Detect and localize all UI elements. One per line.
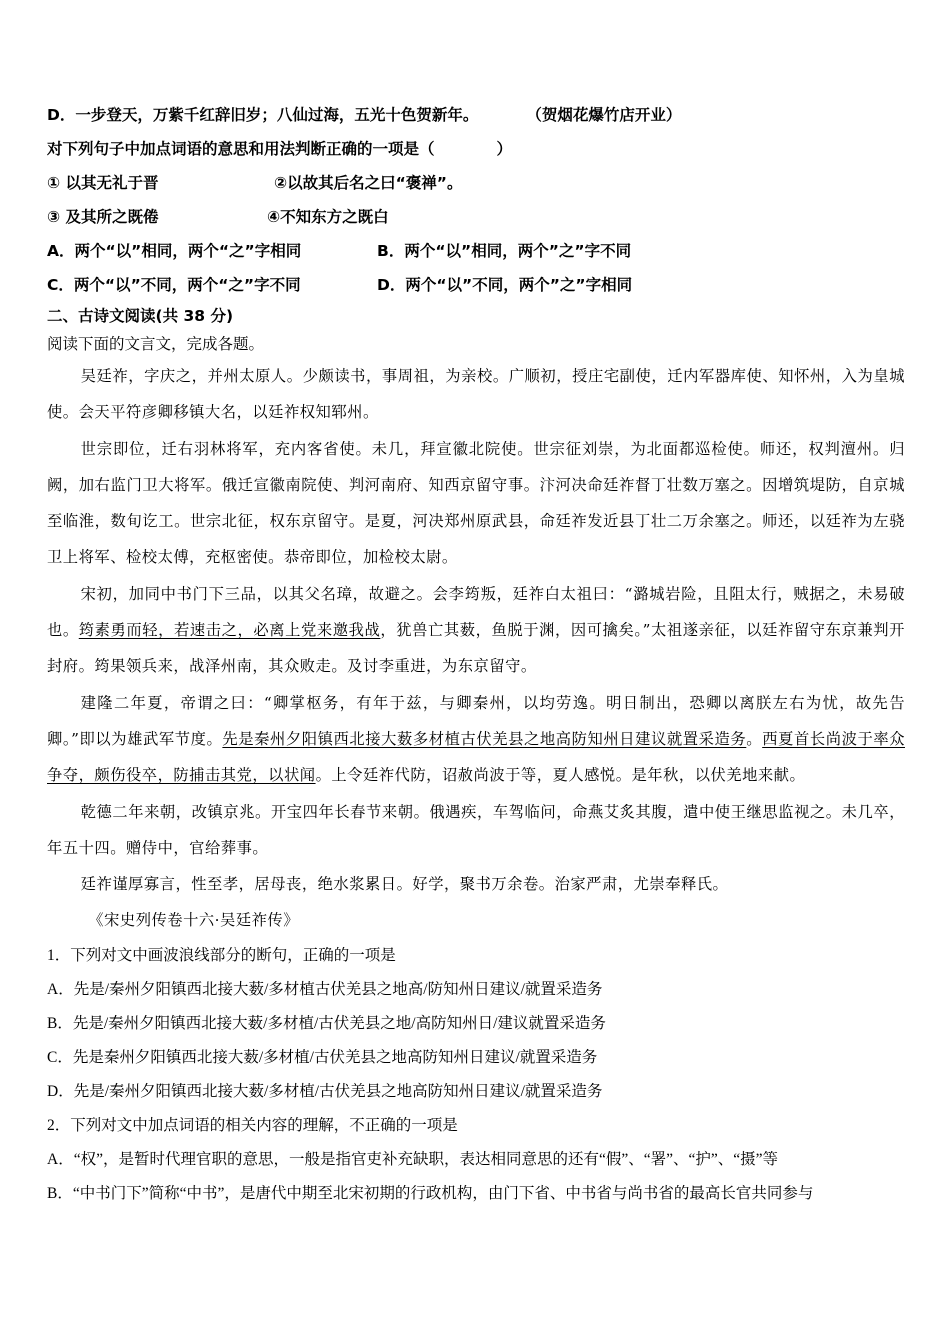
section-title: 二、古诗文阅读(共 38 分) — [47, 307, 234, 325]
q1-option-b: B．先是/秦州夕阳镇西北接大薮/多材植/古伏羌县之地/高防知州日/建议就置采造务 — [47, 1014, 606, 1032]
passage-paragraph-4 — [47, 685, 905, 794]
p4-text-b: 。上令廷祚代防，诏赦尚波于等，夏人感悦。是年秋，以伏羌地来献。 — [315, 766, 806, 785]
p3-text-b: ，犹兽亡其薮，鱼脱于渊，因可擒矣。”太祖遂亲征，以廷祚留守东京兼判开封府。筠果领兵来，战泽州南，其众败走。及讨李重进，为东京留守。 — [47, 621, 905, 676]
p4-period: 。 — [746, 729, 763, 748]
question-prompt: 对下列句子中加点词语的意思和用法判断正确的一项是（ ） — [47, 140, 513, 158]
items-row-1 — [47, 166, 905, 200]
passage-paragraph-2: 世宗即位，迁右羽林将军，充内客省使。未几，拜宣徽北院使。世宗征刘崇，为北面都巡检使。师还，权判澶州。归阙，加右监门卫大将军。俄迁宣徽南院使、判河南府、知西京留守事。汴河决命廷祚督丁壮数万塞之。因增筑堤防，自京城至临淮，数旬讫工。世宗北征，权东京留守。是夏，河决郑州原武县，命廷祚发近县丁壮二万余塞之。师还，以廷祚为左骁卫上将军、检校太傅，充枢密使。恭帝即位，加检校太尉。 — [47, 439, 905, 567]
option-c: C．两个“以”不同，两个“之”字不同 — [47, 276, 301, 294]
option-d-text: D．一步登天，万紫千红辞旧岁；八仙过海，五光十色贺新年。 — [47, 106, 479, 124]
question-1: 1．下列对文中画波浪线部分的断句，正确的一项是 — [47, 946, 396, 964]
option-d-line — [47, 98, 905, 132]
item-1: ① 以其无礼于晋 — [47, 174, 159, 192]
passage-paragraph-6: 廷祚谨厚寡言，性至孝，居母丧，绝水浆累日。好学，聚书万余卷。治家严肃，尤崇奉释氏。 — [80, 875, 729, 894]
p3-text-a: 宋初，加同中书门下三品，以其父名璋，故避之。会李筠叛，廷祚白太祖曰：“潞城岩险，且阻太行，贼据之，未易破也。 — [47, 584, 905, 640]
passage-source: 《宋史列传卷十六·吴廷祚传》 — [88, 911, 300, 930]
q1-option-a: A．先是/秦州夕阳镇西北接大薮/多材植古伏羌县之地高/防知州日建议/就置采造务 — [47, 980, 603, 998]
option-d: D．两个“以”不同，两个”之”字相同 — [377, 276, 633, 294]
passage — [47, 358, 905, 939]
options-row-2 — [47, 268, 905, 302]
item-2: ②以故其后名之曰“褒禅”。 — [274, 174, 463, 192]
wavy-sentence: 先是秦州夕阳镇西北接大薮多材植古伏羌县之地高防知州日建议就置采造务 — [222, 729, 747, 748]
q1-option-c: C．先是秦州夕阳镇西北接大薮/多材植/古伏羌县之地高防知州日建议/就置采造务 — [47, 1048, 598, 1066]
q1-option-d: D．先是/秦州夕阳镇西北接大薮/多材植/古伏羌县之地高防知州日建议/就置采造务 — [47, 1082, 603, 1100]
q2-option-a: A．“权”，是暂时代理官职的意思，一般是指官吏补充缺职，表达相同意思的还有“假”、“署”、“护”、“摄”等 — [47, 1150, 778, 1168]
underlined-sentence-1: 筠素勇而轻，若速击之，必离上党来邀我战 — [78, 621, 381, 640]
items-row-2 — [47, 200, 905, 234]
section-instruction: 阅读下面的文言文，完成各题。 — [47, 335, 265, 353]
passage-paragraph-3 — [47, 576, 905, 685]
document-page — [47, 98, 905, 1211]
option-a: A．两个“以”相同，两个“之”字相同 — [47, 242, 302, 260]
option-b: B．两个“以”相同，两个”之”字不同 — [377, 242, 632, 260]
passage-paragraph-5: 乾德二年来朝，改镇京兆。开宝四年长春节来朝。俄遇疾，车驾临问，命燕艾炙其腹，遣中使王继思监视之。未几卒，年五十四。赠侍中，官给葬事。 — [47, 802, 905, 857]
options-row-1 — [47, 234, 905, 268]
q2-option-b: B．“中书门下”简称“中书”，是唐代中期至北宋初期的行政机构，由门下省、中书省与尚书省的最高长官共同参与 — [47, 1184, 814, 1202]
question-2-options — [47, 1143, 905, 1211]
question-1-options — [47, 973, 905, 1109]
item-4: ④不知东方之既白 — [267, 208, 389, 226]
question-2: 2．下列对文中加点词语的相关内容的理解，不正确的一项是 — [47, 1116, 458, 1134]
p4-text-a: 建隆二年夏，帝谓之曰：“卿掌枢务，有年于兹，与卿秦州，以均劳逸。明日制出，恐卿以离朕左右为忧，故先告卿。”即以为雄武军节度。 — [47, 693, 905, 748]
passage-paragraph-1: 吴廷祚，字庆之，并州太原人。少颇读书，事周祖，为亲校。广顺初，授庄宅副使，迁内军器库使、知怀州，入为皇城使。会天平符彦卿移镇大名，以廷祚权知郓州。 — [47, 367, 905, 422]
underlined-sentence-2: 西夏首长尚波于率众争夺，颇伤役卒，防捕击其党，以状闻 — [47, 729, 905, 785]
item-3: ③ 及其所之既倦 — [47, 208, 159, 226]
option-d-note: （贺烟花爆竹店开业） — [526, 106, 682, 124]
